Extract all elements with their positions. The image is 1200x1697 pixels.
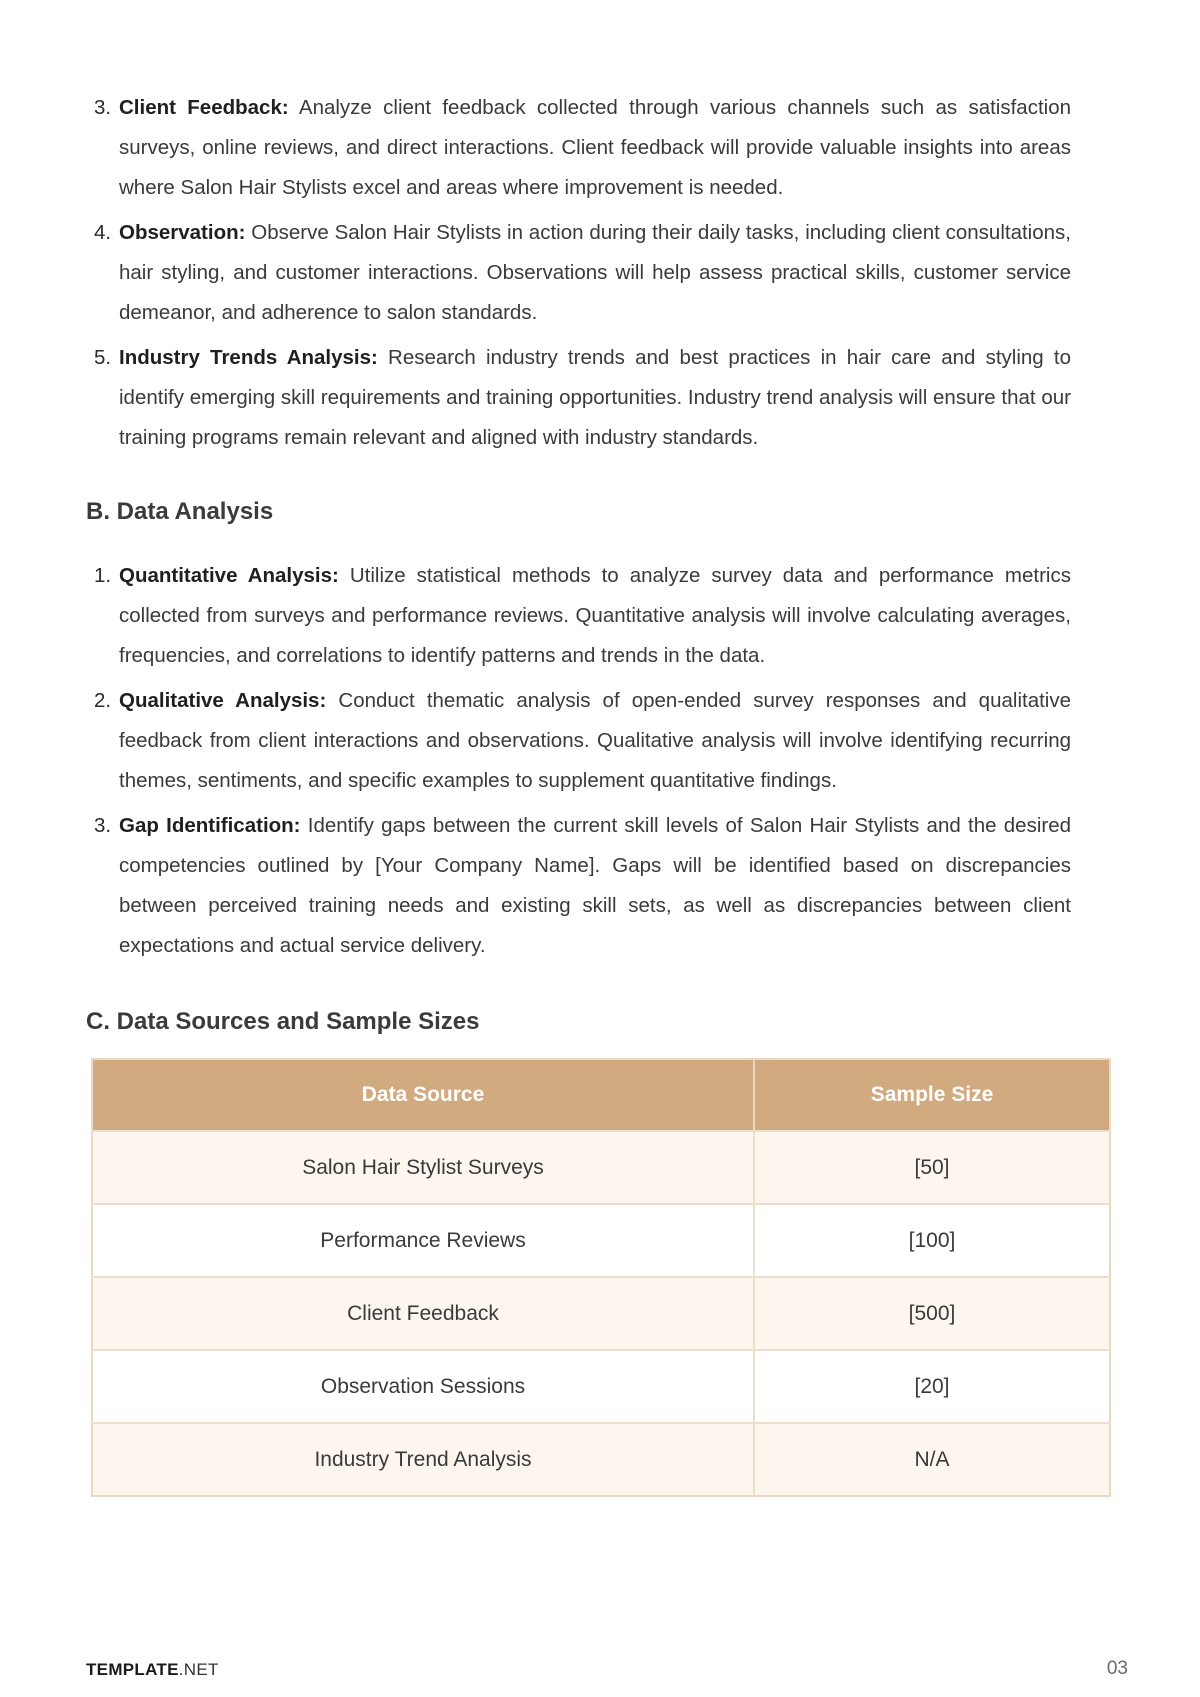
- list-item-text: Research industry trends and best practices in hair care and styling to identify emerging skill requirements and training opportunities. Industry trend analysis will ensure that our training programs remain relevant and aligned with industry standards.: [119, 346, 1071, 449]
- table-header-row: [92, 1059, 1110, 1131]
- column-header-sample-size: Sample Size: [754, 1059, 1110, 1131]
- brand-logo-suffix: .NET: [178, 1660, 219, 1679]
- section-heading-data-analysis: B. Data Analysis: [86, 498, 274, 525]
- list-item-number: 1.: [94, 564, 112, 587]
- list-item: [86, 213, 1071, 333]
- list-item-text: Conduct thematic analysis of open-ended survey responses and qualitative feedback from client interactions and observations. Qualitative analysis will involve identifying recurring themes, sentiments, and specific examples to supplement quantitative findings.: [119, 689, 1071, 792]
- column-header-data-source: Data Source: [92, 1059, 754, 1131]
- list-item-text: Identify gaps between the current skill levels of Salon Hair Stylists and the desired competencies outlined by [Your Company Name]. Gaps will be identified based on discrepancies between perceived training needs and existing skill sets, as well as discrepancies between client expectations and actual service delivery.: [119, 814, 1071, 957]
- section-a-list: [86, 88, 1071, 458]
- table-row: [92, 1204, 1110, 1277]
- table-cell-sample-size: N/A: [754, 1423, 1110, 1496]
- list-item-number: 2.: [94, 689, 112, 712]
- table-row: [92, 1277, 1110, 1350]
- table-cell-data-source: Client Feedback: [92, 1277, 754, 1350]
- table-row: [92, 1131, 1110, 1204]
- table-cell-sample-size: [500]: [754, 1277, 1110, 1350]
- list-item-term: Industry Trends Analysis:: [119, 346, 378, 369]
- footer-brand-logo: [86, 1660, 219, 1680]
- table-cell-sample-size: [50]: [754, 1131, 1110, 1204]
- list-item-text: Utilize statistical methods to analyze survey data and performance metrics collected from surveys and performance reviews. Quantitative analysis will involve calculating averages, frequencies, and correlations to identify patterns and trends in the data.: [119, 564, 1071, 667]
- table-cell-sample-size: [20]: [754, 1350, 1110, 1423]
- table-cell-data-source: Industry Trend Analysis: [92, 1423, 754, 1496]
- data-sources-table: [91, 1058, 1111, 1497]
- list-item-term: Observation:: [119, 221, 246, 244]
- section-heading-data-sources: C. Data Sources and Sample Sizes: [86, 1008, 480, 1035]
- table-row: [92, 1423, 1110, 1496]
- brand-logo-bold: TEMPLATE: [86, 1660, 179, 1679]
- table-cell-data-source: Salon Hair Stylist Surveys: [92, 1131, 754, 1204]
- list-item-term: Qualitative Analysis:: [119, 689, 327, 712]
- table-cell-data-source: Observation Sessions: [92, 1350, 754, 1423]
- list-item-term: Client Feedback:: [119, 96, 289, 119]
- page-content: [86, 88, 1071, 1497]
- table-cell-data-source: Performance Reviews: [92, 1204, 754, 1277]
- list-item: [86, 556, 1071, 676]
- page-number: 03: [1106, 1658, 1128, 1679]
- list-item: [86, 806, 1071, 966]
- list-item: [86, 88, 1071, 208]
- list-item-number: 3.: [94, 814, 112, 837]
- section-b-list: [86, 556, 1071, 966]
- table-cell-sample-size: [100]: [754, 1204, 1110, 1277]
- table-row: [92, 1350, 1110, 1423]
- list-item-term: Gap Identification:: [119, 814, 301, 837]
- list-item: [86, 338, 1071, 458]
- list-item-number: 4.: [94, 221, 112, 244]
- list-item-number: 5.: [94, 346, 112, 369]
- list-item-text: Analyze client feedback collected through various channels such as satisfaction surveys, online reviews, and direct interactions. Client feedback will provide valuable insights into areas where Salon Hair Stylists excel and areas where improvement is needed.: [119, 96, 1071, 199]
- list-item-number: 3.: [94, 96, 112, 119]
- list-item-text: Observe Salon Hair Stylists in action during their daily tasks, including client consultations, hair styling, and customer interactions. Observations will help assess practical skills, customer service demeanor, and adherence to salon standards.: [119, 221, 1071, 324]
- list-item: [86, 681, 1071, 801]
- list-item-term: Quantitative Analysis:: [119, 564, 339, 587]
